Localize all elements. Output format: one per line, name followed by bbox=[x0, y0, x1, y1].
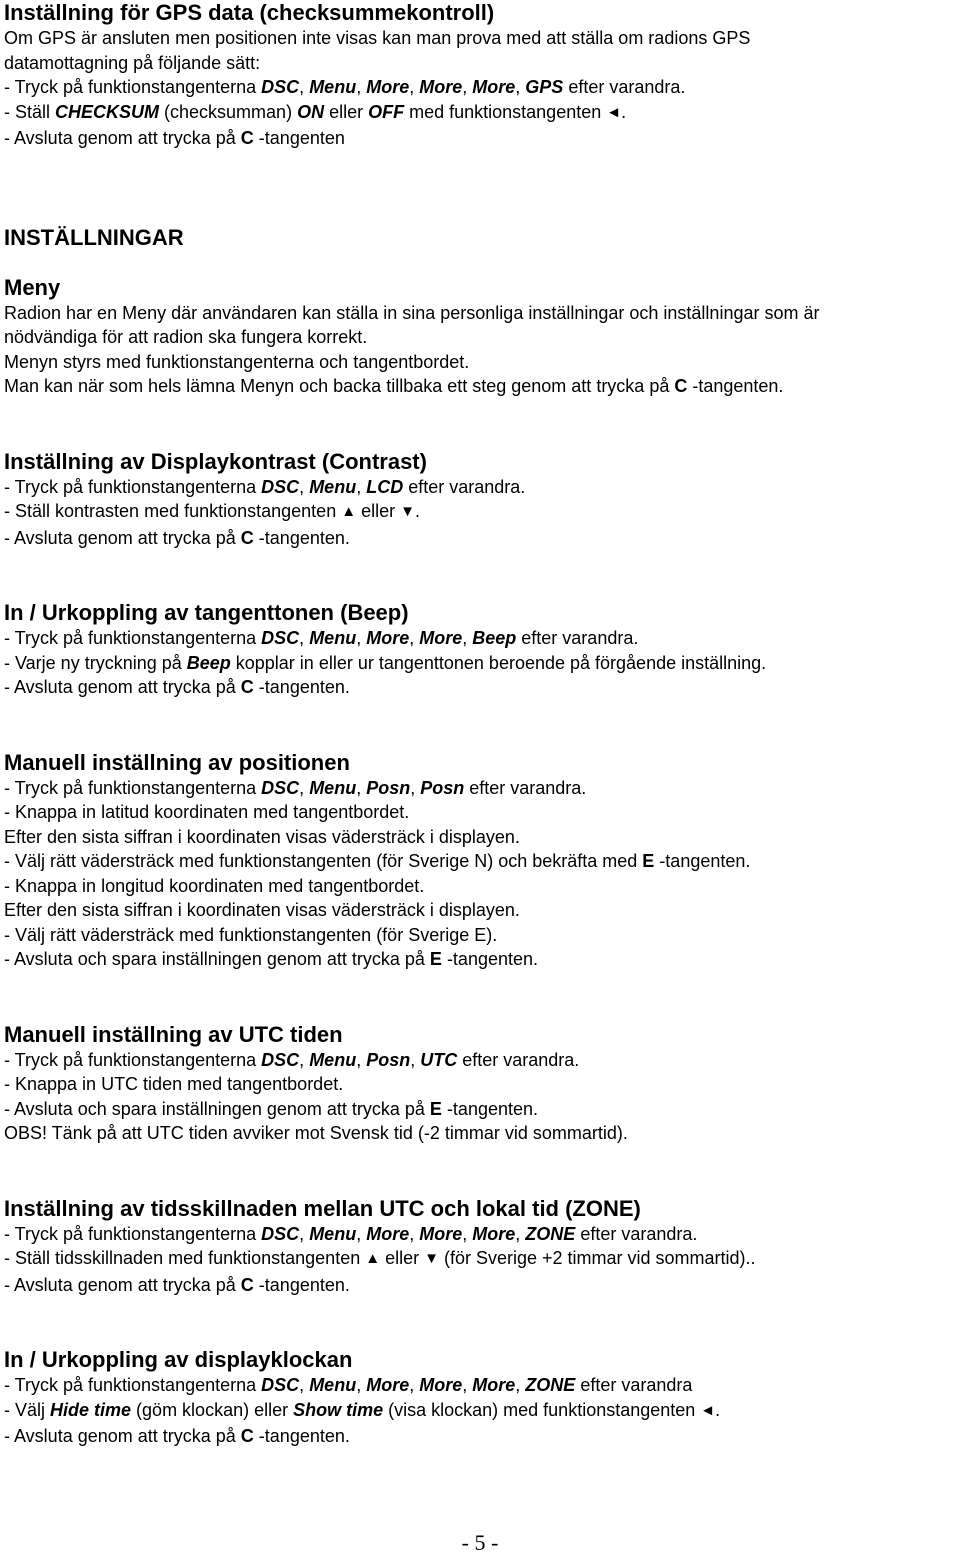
left-arrow-icon: ◄ bbox=[606, 103, 622, 121]
utc-line-3: - Avsluta och spara inställningen genom att trycka på E -tangenten. bbox=[4, 1098, 539, 1119]
gps-line-1: Om GPS är ansluten men positionen inte visas kan man prova med att ställa om radions GPS bbox=[4, 28, 751, 48]
gps-section-title: Inställning för GPS data (checksummekontroll) bbox=[4, 0, 495, 25]
settings-heading: INSTÄLLNINGAR bbox=[4, 224, 184, 250]
utc-line-2: - Knappa in UTC tiden med tangentbordet. bbox=[4, 1074, 344, 1094]
clock-title: In / Urkoppling av displayklockan bbox=[4, 1347, 353, 1372]
beep-line-1: - Tryck på funktionstangenterna DSC, Menu, More, More, Beep efter varandra. bbox=[4, 628, 639, 648]
beep-line-3: - Avsluta genom att trycka på C -tangenten. bbox=[4, 677, 350, 697]
contrast-title: Inställning av Displaykontrast (Contrast) bbox=[4, 448, 427, 474]
utc-title: Manuell inställning av UTC tiden bbox=[4, 1021, 343, 1047]
zone-line-2: - Ställ tidsskillnaden med funktionstangenten ▲ eller ▼ (för Sverige +2 timmar vid sommartid).. bbox=[4, 1248, 756, 1268]
position-line-5: - Knappa in longitud koordinaten med tangentbordet. bbox=[4, 875, 425, 896]
beep-line-2: - Varje ny tryckning på Beep kopplar in eller ur tangenttonen beroende på förgående inställning. bbox=[4, 652, 767, 673]
gps-line-3: - Tryck på funktionstangenterna DSC, Menu, More, More, More, GPS efter varandra. bbox=[4, 77, 686, 97]
meny-title: Meny bbox=[4, 274, 61, 300]
meny-line-4: Man kan när som hels lämna Menyn och backa tillbaka ett steg genom att trycka på C -tangenten. bbox=[4, 376, 784, 396]
zone-title: Inställning av tidsskillnaden mellan UTC och lokal tid (ZONE) bbox=[4, 1195, 641, 1221]
contrast-line-3: - Avsluta genom att trycka på C -tangenten. bbox=[4, 527, 350, 548]
left-arrow-icon: ◄ bbox=[700, 1401, 716, 1419]
contrast-line-2: - Ställ kontrasten med funktionstangenten ▲ eller ▼. bbox=[4, 501, 420, 521]
document-page bbox=[4, 0, 958, 1449]
position-line-3: Efter den sista siffran i koordinaten visas vädersträck i displayen. bbox=[4, 826, 520, 847]
zone-line-3: - Avsluta genom att trycka på C -tangenten. bbox=[4, 1274, 350, 1295]
position-line-8: - Avsluta och spara inställningen genom att trycka på E -tangenten. bbox=[4, 949, 539, 969]
up-triangle-icon: ▲ bbox=[365, 1250, 381, 1267]
position-line-1: - Tryck på funktionstangenterna DSC, Menu, Posn, Posn efter varandra. bbox=[4, 777, 587, 798]
meny-line-2: nödvändiga för att radion ska fungera korrekt. bbox=[4, 327, 368, 347]
position-line-6: Efter den sista siffran i koordinaten visas vädersträck i displayen. bbox=[4, 900, 520, 920]
up-triangle-icon: ▲ bbox=[341, 503, 357, 520]
clock-line-3: - Avsluta genom att trycka på C -tangenten. bbox=[4, 1426, 350, 1446]
meny-line-1: Radion har en Meny där användaren kan ställa in sina personliga inställningar och inställningar som är bbox=[4, 302, 820, 323]
beep-title: In / Urkoppling av tangenttonen (Beep) bbox=[4, 600, 409, 625]
page-number: - 5 - bbox=[461, 1530, 499, 1555]
down-triangle-icon: ▼ bbox=[400, 503, 415, 520]
utc-line-1: - Tryck på funktionstangenterna DSC, Menu, Posn, UTC efter varandra. bbox=[4, 1049, 580, 1070]
down-triangle-icon: ▼ bbox=[424, 1250, 439, 1267]
gps-line-4: - Ställ CHECKSUM (checksumman) ON eller OFF med funktionstangenten ◄. bbox=[4, 101, 627, 122]
gps-line-5: - Avsluta genom att trycka på C -tangenten bbox=[4, 128, 345, 148]
position-line-4: - Välj rätt vädersträck med funktionstangenten (för Sverige N) och bekräfta med E -tangenten. bbox=[4, 851, 751, 871]
contrast-line-1: - Tryck på funktionstangenterna DSC, Menu, LCD efter varandra. bbox=[4, 476, 526, 497]
utc-line-4: OBS! Tänk på att UTC tiden avviker mot Svensk tid (-2 timmar vid sommartid). bbox=[4, 1123, 628, 1143]
clock-line-2: - Välj Hide time (göm klockan) eller Show time (visa klockan) med funktionstangenten ◄. bbox=[4, 1399, 721, 1420]
position-line-2: - Knappa in latitud koordinaten med tangentbordet. bbox=[4, 802, 410, 822]
gps-line-2: datamottagning på följande sätt: bbox=[4, 52, 261, 73]
meny-line-3: Menyn styrs med funktionstangenterna och tangentbordet. bbox=[4, 351, 470, 372]
position-line-7: - Välj rätt vädersträck med funktionstangenten (för Sverige E). bbox=[4, 924, 498, 945]
position-title: Manuell inställning av positionen bbox=[4, 749, 350, 775]
zone-line-1: - Tryck på funktionstangenterna DSC, Menu, More, More, More, ZONE efter varandra. bbox=[4, 1223, 698, 1244]
clock-line-1: - Tryck på funktionstangenterna DSC, Menu, More, More, More, ZONE efter varandra bbox=[4, 1375, 693, 1395]
